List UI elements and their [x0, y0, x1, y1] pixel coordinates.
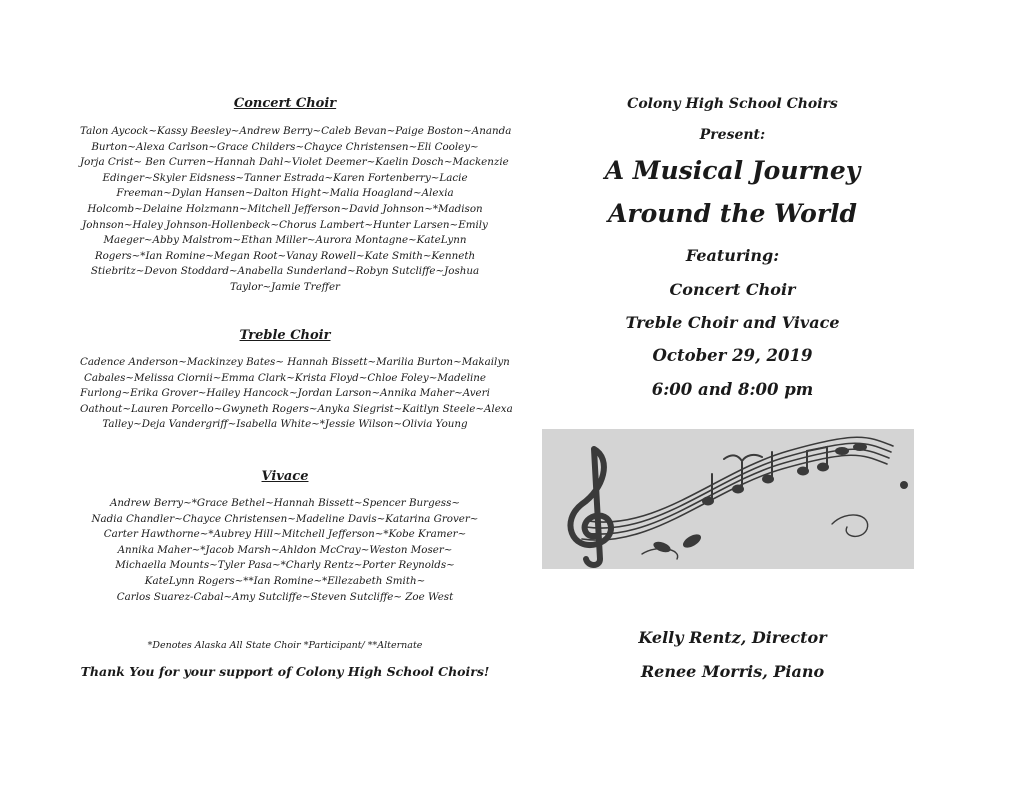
treble-clef-music-staff-birds-illustration — [542, 429, 914, 569]
vivace-names — [80, 496, 490, 605]
concert-choir-names-line: Taylor~Jamie Treffer — [230, 280, 340, 293]
concert-choir-names-line: Rogers~*Ian Romine~Megan Root~Vanay Rowell~Kate Smith~Kenneth — [94, 249, 476, 262]
concert-choir-names-line: Freeman~Dylan Hansen~Dalton Hight~Malia Hoagland~Alexia — [116, 187, 454, 200]
vivace-names-line: Nadia Chandler~Chayce Christensen~Madeline Davis~Katarina Grover~ — [91, 512, 479, 525]
vivace-names-line: Andrew Berry~*Grace Bethel~Hannah Bissett~Spencer Burgess~ — [109, 497, 460, 509]
director: Kelly Rentz, Director — [638, 628, 827, 647]
treble-choir-names-line: Cadence Anderson~Mackinzey Bates~ Hannah Bissett~Marilia Burton~Makailyn — [80, 356, 510, 368]
concert-choir-names — [80, 124, 512, 296]
bird-icon — [835, 447, 849, 455]
concert-choir-names-line: Jorja Crist~ Ben Curren~Hannah Dahl~Violet Deemer~Kaelin Dosch~Mackenzie — [80, 156, 509, 169]
pianist: Renee Morris, Piano — [640, 662, 825, 681]
concert-choir-names-line: Stiebritz~Devon Stoddard~Anabella Sunderland~Robyn Sutcliffe~Joshua — [90, 265, 480, 278]
feature-treble-vivace: Treble Choir and Vivace — [625, 313, 840, 332]
thank-you-note: Thank You for your support of Colony High School Choirs! — [80, 664, 490, 679]
vivace-names-line: Carter Hawthorne~*Aubrey Hill~Mitchell Jefferson~*Kobe Kramer~ — [103, 528, 467, 541]
treble-choir-names — [80, 355, 513, 433]
title-line-2: Around the World — [608, 199, 857, 228]
title-line-1: A Musical Journey — [604, 156, 861, 185]
presenter: Colony High School Choirs — [627, 96, 838, 112]
vivace-names-line: Annika Maher~*Jacob Marsh~Ahldon McCray~Weston Moser~ — [117, 543, 453, 556]
note-head — [797, 467, 809, 476]
feature-concert-choir: Concert Choir — [669, 280, 796, 299]
vivace-names-line: KateLynn Rogers~**Ian Romine~*Ellezabeth Smith~ — [144, 574, 426, 587]
treble-choir-names-line: Furlong~Erika Grover~Hailey Hancock~Jordan Larson~Annika Maher~Averi — [80, 387, 490, 400]
concert-choir-names-line: Talon Aycock~Kassy Beesley~Andrew Berry~Caleb Bevan~Paige Boston~Ananda — [80, 125, 512, 137]
concert-choir-names-line: Holcomb~Delaine Holzmann~Mitchell Jefferson~David Johnson~*Madison — [87, 202, 483, 215]
vivace-names-line: Michaella Mounts~Tyler Pasa~*Charly Rentz~Porter Reynolds~ — [115, 559, 455, 572]
present-label: Present: — [699, 127, 766, 143]
note-head — [732, 485, 744, 494]
concert-choir-names-line: Maeger~Abby Malstrom~Ethan Miller~Aurora Montagne~KateLynn — [103, 234, 467, 247]
treble-choir-names-line: Cabales~Melissa Ciornii~Emma Clark~Krista Floyd~Chloe Foley~Madeline — [83, 371, 487, 384]
concert-date: October 29, 2019 — [652, 346, 813, 365]
vivace-names-line: Carlos Suarez-Cabal~Amy Sutcliffe~Steven Sutcliffe~ Zoe West — [116, 590, 454, 603]
treble-choir-names-line: Oathout~Lauren Porcello~Gwyneth Rogers~Anyka Siegrist~Kaitlyn Steele~Alexa — [80, 402, 513, 415]
note-head — [817, 463, 829, 472]
concert-choir-names-line: Edinger~Skyler Eidsness~Tanner Estrada~Karen Fortenberry~Lacie — [102, 171, 468, 184]
concert-choir-heading: Concert Choir — [233, 96, 337, 111]
concert-choir-names-line: Johnson~Haley Johnson-Hollenbeck~Chorus Lambert~Hunter Larsen~Emily — [82, 218, 488, 231]
treble-choir-heading: Treble Choir — [239, 328, 331, 343]
vivace-heading: Vivace — [261, 469, 309, 484]
treble-choir-names-line: Talley~Deja Vandergriff~Isabella White~*Jessie Wilson~Olivia Young — [102, 418, 468, 431]
dot — [900, 481, 908, 489]
concert-times: 6:00 and 8:00 pm — [651, 380, 814, 399]
note-head — [702, 497, 714, 506]
concert-choir-names-line: Burton~Alexa Carlson~Grace Childers~Chayce Christensen~Eli Cooley~ — [91, 140, 479, 153]
note-head — [762, 475, 774, 484]
footnote: *Denotes Alaska All State Choir *Participant/ **Alternate — [147, 640, 423, 651]
featuring-label: Featuring: — [685, 246, 780, 265]
bird-icon — [853, 443, 867, 451]
